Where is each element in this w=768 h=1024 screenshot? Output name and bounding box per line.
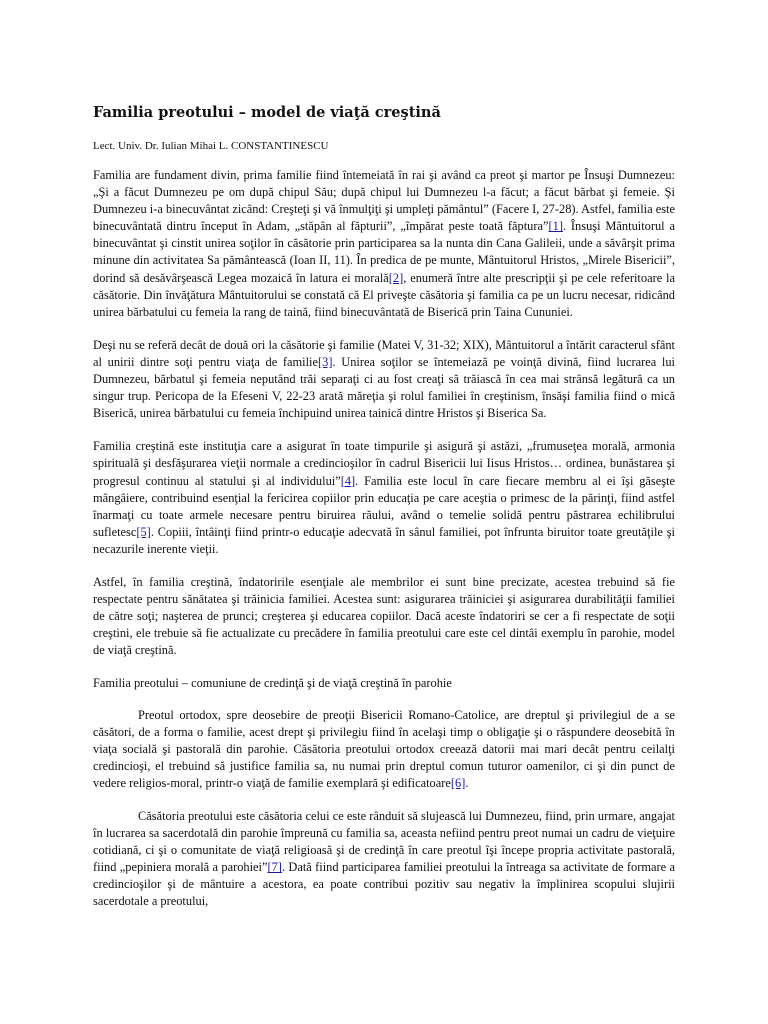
paragraph-3 — [93, 438, 675, 558]
footnote-link-5[interactable]: [5] — [136, 524, 151, 539]
document-title: Familia preotului – model de viaţă creştină — [93, 104, 441, 121]
paragraph-5 — [93, 707, 675, 792]
author-line: Lect. Univ. Dr. Iulian Mihai L. CONSTANTINESCU — [93, 140, 329, 152]
footnote-link-6[interactable]: [6] — [450, 775, 466, 790]
footnote-link-1[interactable]: [1] — [548, 219, 563, 234]
section-heading: Familia preotului – comuniune de credinţă şi de viaţă creştină în parohie — [93, 676, 452, 691]
footnote-link-2[interactable]: [2] — [388, 270, 404, 285]
paragraph-2 — [93, 337, 675, 422]
paragraph-6 — [93, 808, 675, 911]
footnote-link-4[interactable]: [4] — [340, 473, 356, 488]
paragraph-text: Preotul ortodox, spre deosebire de preoţii Bisericii Romano-Catolice, are dreptul şi privilegiul de a se căsători, de a forma o familie, acest drept şi privilegiu fiind în acelaşi timp o obligaţie şi o răspundere deosebită în viaţa socială şi pastorală din parohie. Căsătoria preotului ortodox creează datorii mai mari decât pentru ceilalţi credincioşi, el trebuind să justifice familia sa, nu numai prin dreptul comun tuturor oamenilor, ci şi din punct de vedere religios-moral, printr-o viaţă de familie exemplară şi edificatoare — [93, 707, 675, 790]
paragraph-text: . — [465, 775, 469, 790]
paragraph-text: . Unirea soţilor se întemeiază pe voinţă divină, fiind lucrarea lui Dumnezeu, bărbatul şi femeia neputând trăi separaţi ci au fost creaţi să trăiască în cea mai strânsă legătură ca un singur trup. Pericopa de la Efeseni V, 22-23 arată măreţia şi rolul familiei în creştinism, însăşi familia fiind o mică Biserică, unirea bărbatului cu femeia închipuind unirea tainică dintre Hristos şi Biserica Sa. — [93, 354, 675, 421]
paragraph-text: Familia are fundament divin, prima familie fiind întemeiată în rai şi având ca preot şi martor pe Însuşi Dumnezeu: „Şi a făcut Dumnezeu pe om după chipul Său; după chipul lui Dumnezeu l-a făcut; a făcut bărbat şi femeie. Şi Dumnezeu i-a binecuvântat zicând: Creşteţi şi vă înmulţiţi şi umpleţi pământul” (Facere I, 27-28). Astfel, familia este binecuvântată dintru început în Adam, „stăpân al făpturii”, „împărat peste toată făptura” — [93, 168, 675, 234]
paragraph-4: Astfel, în familia creştină, îndatoririle esenţiale ale membrilor ei sunt bine precizate, acestea trebuind să fie respectate pentru sănătatea şi trăinicia familiei. Acestea sunt: asigurarea trăiniciei şi asigurarea durabilităţii familiei de către soţi; naşterea de prunci; creşterea şi educarea copiilor. Dacă aceste îndatoriri se cer a fi respectate de soţii creştini, ele trebuie să fie actualizate cu precădere în familia preotului care este cel dintâi exemplu în parohie, model de viaţă creştină. — [93, 574, 675, 658]
paragraph-text: Căsătoria preotului este căsătoria celui ce este rânduit să slujească lui Dumnezeu, fiind, prin urmare, angajat în lucrarea sa sacerdotală din parohie împreună cu familia sa, aceasta nefiind pentru preot numai un cadru de vieţuire cotidiană, ci şi o comunitate de viaţă religioasă şi de credinţă în care preotul îşi începe propria activitate pastorală, fiind „pepiniera morală a parohiei” — [93, 809, 675, 875]
document-body — [93, 167, 675, 927]
footnote-link-7[interactable]: [7] — [267, 860, 282, 875]
paragraph-1 — [93, 167, 675, 321]
paragraph-text: Familia creştină este instituţia care a asigurat în toate timpurile şi asigură şi astăzi, „frumuseţea morală, armonia spirituală şi desfăşurarea vieţii normale a credincioşilor în cadrul Bisericii lui Iisus Hristos… ordinea, bunăstarea şi progresul continuu al statului şi al individului” — [93, 439, 675, 488]
paragraph-text: . Copiii, întâinţi fiind printr-o educaţie adecvată în sânul familiei, pot înfrunta biruitor toate greutăţile şi necazurile inerente vieţii. — [93, 524, 675, 556]
paragraph-text: , enumeră între alte prescripţii şi pe cele referitoare la căsătorie. Din învăţătura Mântuitorului se constată că El priveşte căsătoria şi familia ca pe un lucru necesar, ridicând unirea bărbatului cu femeia la rang de taină, fiind binecuvântată de Biserică prin Taina Cununiei. — [93, 270, 675, 319]
paragraph-text: . Familia este locul în care fiecare membru al ei îşi găseşte mângâiere, contribuind esenţial la fericirea copiilor prin educaţia pe care aceştia o primesc de la părinţi, fiind astfel înarmaţi cu toate armele necesare pentru biruirea răului, având o temelie solidă pentru păstrarea echilibrului sufletesc — [93, 473, 676, 539]
paragraph-text: . Dată fiind participarea familiei preotului la întreaga sa activitate de formare a credincioşilor şi de mântuire a acestora, ea poate contribui pozitiv sau negativ la împlinirea scopului slujirii sacerdotale a preotului, — [93, 860, 675, 909]
paragraph-text: . Însuşi Mântuitorul a binecuvântat şi cinstit unirea soţilor în căsătorie prin participarea sa la nunta din Cana Galileii, unde a săvârşit prima minune din activitatea Sa pământească (Ioan II, 11). În predica de pe munte, Mântuitorul Hristos, „Mirele Bisericii”, dorind să desăvârşească Legea mozaică în latura ei morală — [93, 219, 675, 285]
paragraph-text: Deşi nu se referă decât de două ori la căsătorie şi familie (Matei V, 31-32; XIX), Mântuitorul a întărit caracterul sfânt al unirii dintre soţi pentru viaţa de familie — [93, 337, 675, 369]
footnote-link-3[interactable]: [3] — [318, 354, 333, 369]
